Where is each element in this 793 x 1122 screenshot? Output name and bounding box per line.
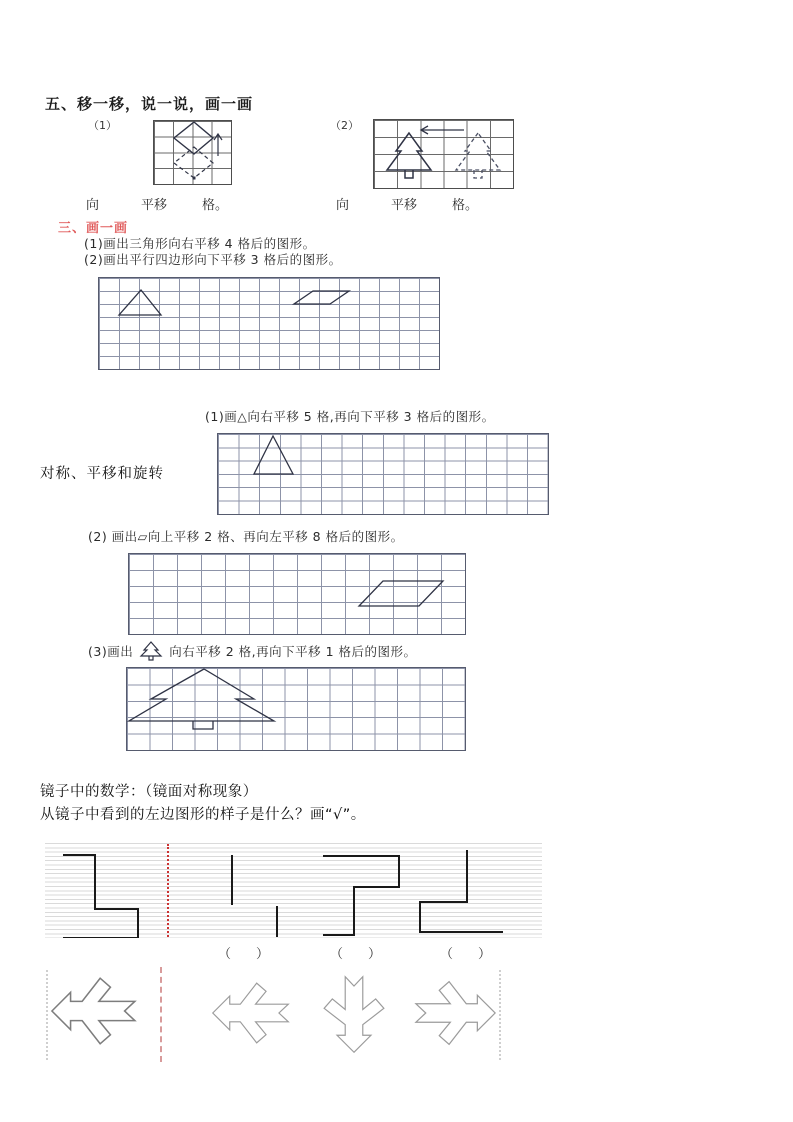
section-five-title: 五、移一移，说一说，画一画 — [45, 95, 254, 113]
grid-c-shapes — [129, 554, 465, 634]
figure2-tree-shapes — [374, 120, 513, 188]
figure2-grid — [373, 119, 514, 189]
answer-blank-line-1 — [86, 194, 228, 213]
arrow-original-left — [50, 965, 140, 1057]
practice-grid-a — [98, 277, 440, 370]
mirror-axis-line — [167, 844, 169, 937]
blank2-word-xiang: 向 — [336, 198, 350, 213]
sym-question-3-prefix: (3)画出 — [88, 644, 134, 659]
sym-question-1: (1)画△向右平移 5 格,再向下平移 3 格后的图形。 — [205, 409, 495, 424]
figure1-label: （1） — [88, 119, 117, 132]
figure2-label: （2） — [330, 119, 359, 132]
section-three-title: 三、画一画 — [58, 221, 129, 236]
section-three-item2: (2)画出平行四边形向下平移 3 格后的图形。 — [84, 252, 342, 267]
answer-paren-3: （ ） — [440, 947, 498, 962]
tree-icon — [139, 641, 163, 661]
mirror-instruction: 从镜子中看到的左边图形的样子是什么？画“√”。 — [40, 807, 366, 823]
grid-d-shapes — [127, 668, 465, 750]
arrow-option-right — [411, 968, 497, 1058]
arrow-option-down — [313, 968, 395, 1058]
blank2-word-ge: 格。 — [452, 198, 479, 213]
blank1-word-pingyi: 平移 — [141, 198, 168, 213]
sym-question-2: (2) 画出▱向上平移 2 格、再向左平移 8 格后的图形。 — [88, 529, 404, 544]
right-dotted-edge — [499, 970, 501, 1060]
figure1-grid — [153, 120, 232, 185]
sym-question-3 — [88, 641, 417, 661]
blank2-word-pingyi: 平移 — [391, 198, 418, 213]
mirror-title: 镜子中的数学：（镜面对称现象） — [40, 784, 258, 800]
figure1-diamond-shapes — [154, 121, 231, 184]
grid-a-shapes — [99, 278, 439, 369]
mirror-figure — [45, 843, 542, 938]
practice-grid-c — [128, 553, 466, 635]
symmetry-heading: 对称、平移和旋转 — [40, 466, 164, 482]
left-dotted-edge — [46, 970, 48, 1060]
mirror-figure-shapes — [45, 843, 542, 938]
practice-grid-b — [217, 433, 549, 515]
arrow-option-left — [211, 968, 293, 1058]
grid-b-shapes — [218, 434, 548, 514]
arrow-mirror-dash-line — [160, 967, 162, 1062]
answer-blank-line-2 — [336, 194, 478, 213]
blank1-word-xiang: 向 — [86, 198, 100, 213]
blank1-word-ge: 格。 — [202, 198, 229, 213]
answer-paren-1: （ ） — [218, 947, 276, 962]
section-three-item1: (1)画出三角形向右平移 4 格后的图形。 — [84, 236, 316, 251]
answer-paren-2: （ ） — [330, 947, 388, 962]
practice-grid-d — [126, 667, 466, 751]
sym-question-3-suffix: 向右平移 2 格,再向下平移 1 格后的图形。 — [169, 644, 417, 659]
